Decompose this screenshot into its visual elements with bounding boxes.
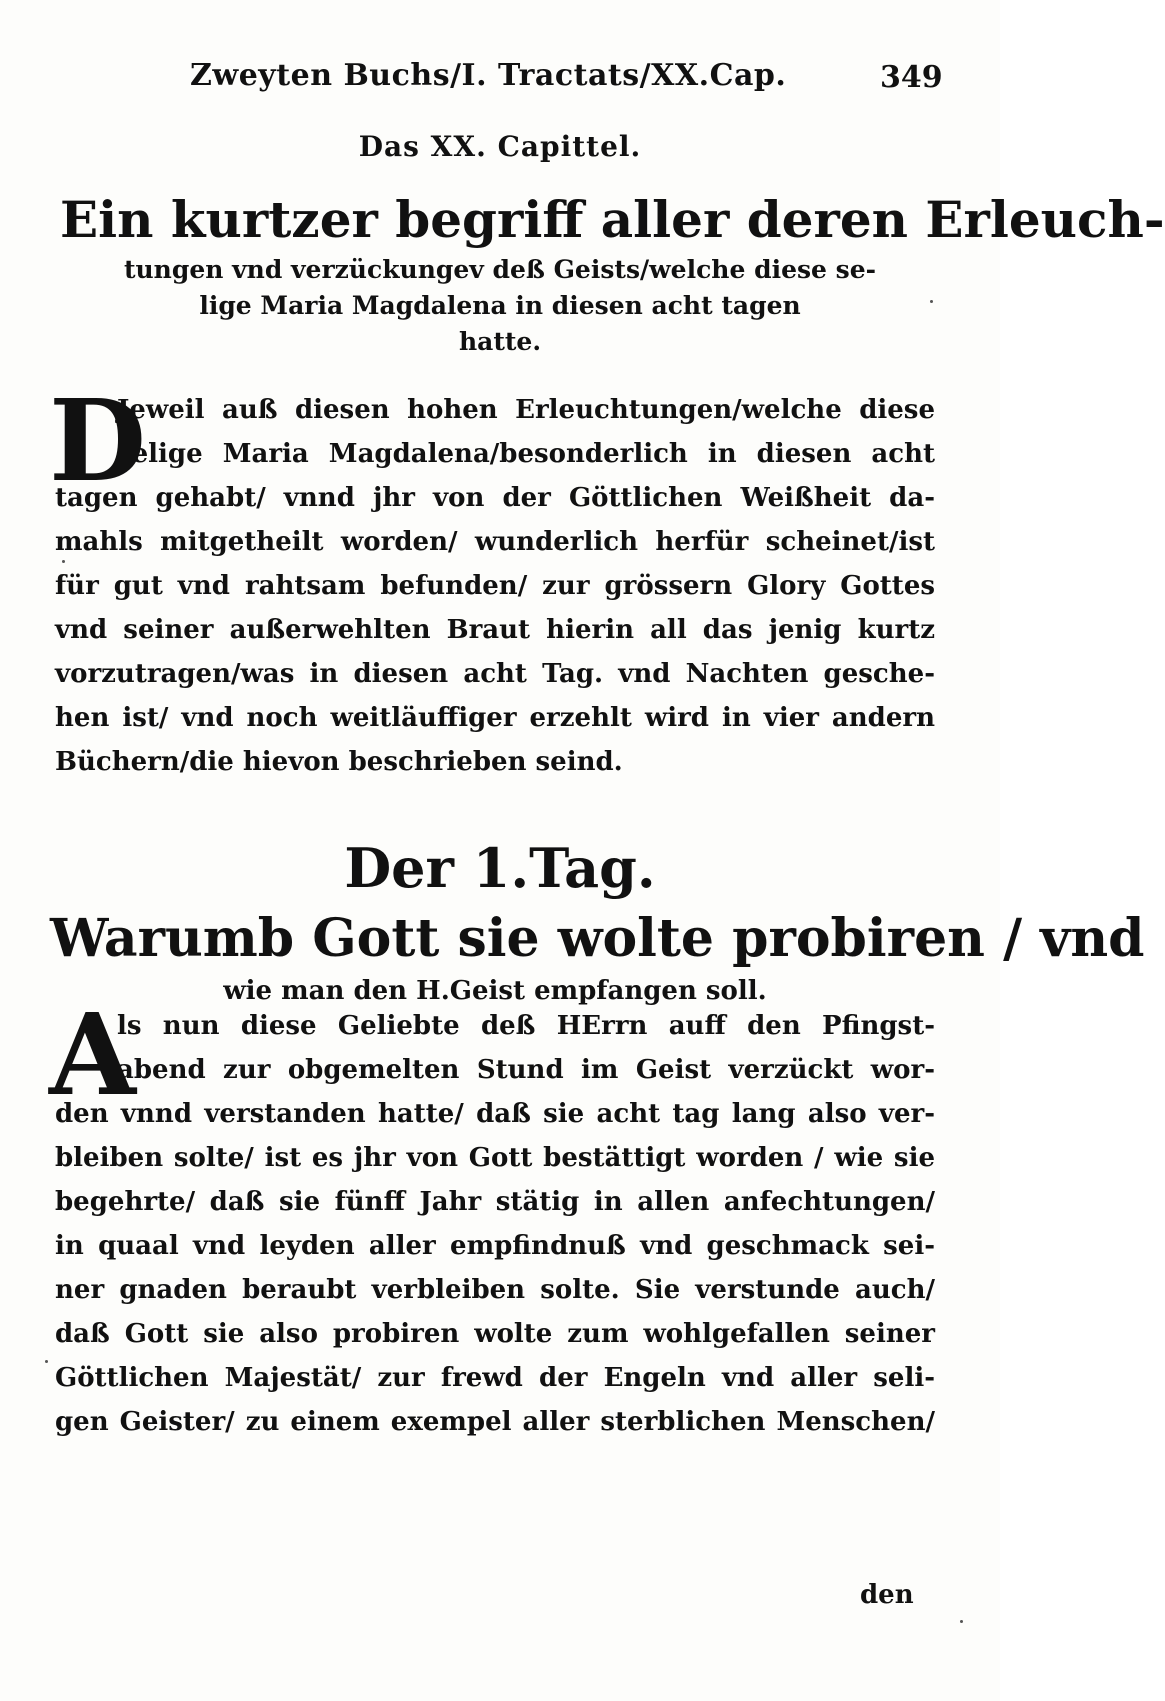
paragraph-line: in quaal vnd leyden aller empfindnuß vnd geschmack sei- <box>55 1231 935 1261</box>
chapter-title-line: tungen vnd verzückungev deß Geists/welche diese se- <box>123 255 877 284</box>
day-heading: Der 1.Tag. <box>344 836 656 900</box>
paragraph-line: gen Geister/ zu einem exempel aller sterblichen Menschen/ <box>55 1407 935 1437</box>
print-speck <box>930 300 933 303</box>
paragraph-line: tagen gehabt/ vnnd jhr von der Göttlichen Weißheit da- <box>55 483 935 513</box>
print-speck <box>62 560 65 563</box>
paragraph-line: Göttlichen Majestät/ zur frewd der Engeln vnd aller seli- <box>55 1363 935 1393</box>
drop-cap: A <box>49 990 136 1121</box>
paragraph-line: hen ist/ vnd noch weitläuffiger erzehlt wird in vier andern <box>55 703 935 733</box>
paragraph-line: den vnnd verstanden hatte/ daß sie acht tag lang also ver- <box>55 1099 935 1129</box>
paragraph-line: Büchern/die hievon beschrieben seind. <box>55 747 623 777</box>
section-title <box>50 906 1145 1010</box>
paragraph-line: daß Gott sie also probiren wolte zum wohlgefallen seiner <box>55 1319 935 1349</box>
page-number: 349 <box>880 60 943 95</box>
chapter-title-line: lige Maria Magdalena in diesen acht tagen <box>199 291 801 320</box>
paragraph-line: Jeweil auß diesen hohen Erleuchtungen/welche diese <box>117 395 935 425</box>
catchword: den <box>860 1580 914 1610</box>
intro-paragraph <box>49 376 935 784</box>
print-speck <box>45 1360 48 1363</box>
paragraph-line: vnd seiner außerwehlten Braut hierin all das jenig kurtz <box>55 615 935 645</box>
section-title-line: wie man den H.Geist empfangen soll. <box>223 976 767 1006</box>
drop-cap: D <box>49 376 147 507</box>
paragraph-line: begehrte/ daß sie fünff Jahr stätig in allen anfechtungen/ <box>55 1187 935 1217</box>
running-head: Zweyten Buchs/I. Tractats/XX.Cap. <box>190 58 787 93</box>
print-speck <box>960 1620 963 1623</box>
paragraph-line: selige Maria Magdalena/besonderlich in diesen acht <box>117 439 935 469</box>
section-title-line: Warumb Gott sie wolte probiren / vnd <box>50 908 1145 969</box>
paragraph-line: ls nun diese Geliebte deß HErrn auff den Pfingst- <box>117 1011 935 1041</box>
paragraph-line: ner gnaden beraubt verbleiben solte. Sie verstunde auch/ <box>55 1275 935 1305</box>
paragraph-line: mahls mitgetheilt worden/ wunderlich herfür scheinet/ist <box>55 527 935 557</box>
chapter-title <box>60 188 1165 360</box>
paragraph-line: bleiben solte/ ist es jhr von Gott bestättigt worden / wie sie <box>55 1143 935 1173</box>
chapter-label: Das XX. Capittel. <box>358 130 642 163</box>
chapter-title-line: hatte. <box>458 327 542 356</box>
paragraph-line: für gut vnd rahtsam befunden/ zur grössern Glory Gottes <box>55 571 935 601</box>
paragraph-line: vorzutragen/was in diesen acht Tag. vnd Nachten gesche- <box>55 659 935 689</box>
chapter-title-line: Ein kurtzer begriff aller deren Erleuch- <box>60 190 1165 249</box>
paragraph-line: abend zur obgemelten Stund im Geist verzückt wor- <box>117 1055 935 1085</box>
